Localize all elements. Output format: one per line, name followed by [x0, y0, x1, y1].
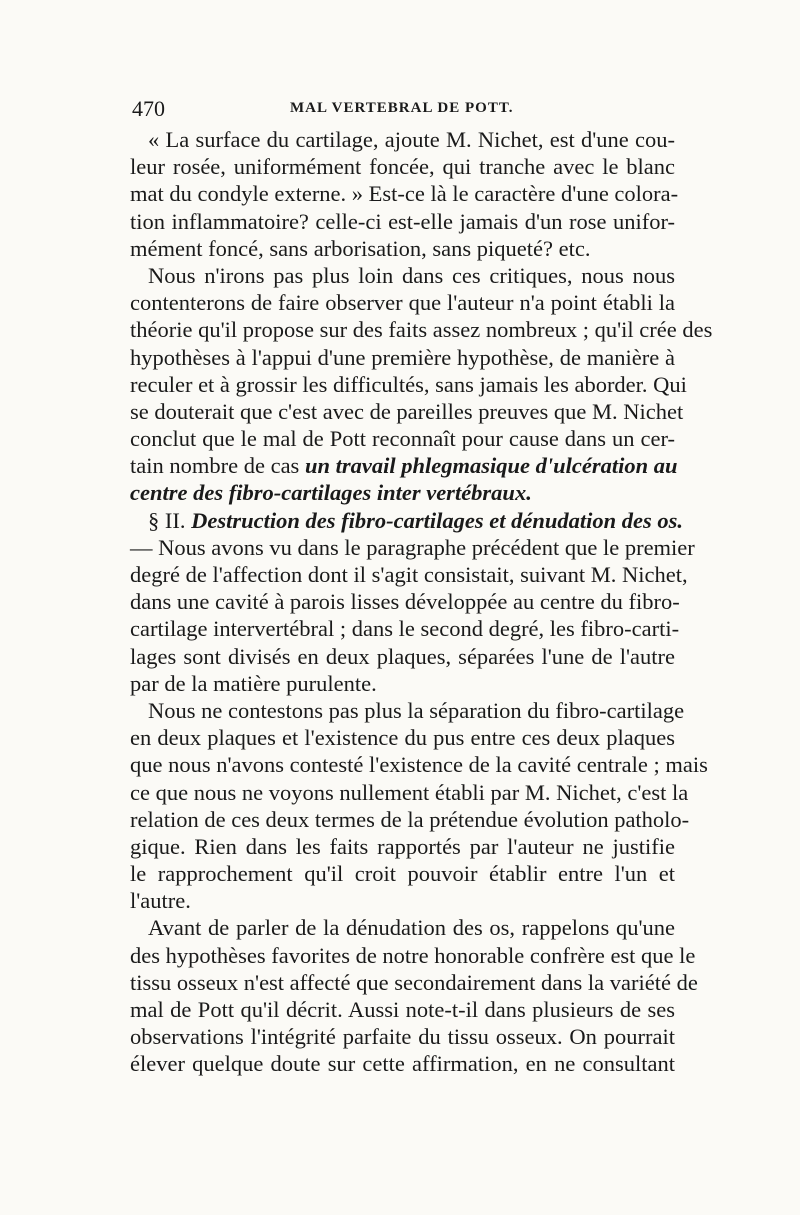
text-run: élever quelque doute sur cette affirmation, en ne consultant — [130, 1051, 675, 1077]
text-run: le rapprochement qu'il croit pouvoir établir entre l'un et — [130, 861, 675, 887]
text-line — [130, 887, 675, 914]
text-line — [130, 344, 675, 371]
text-run: théorie qu'il propose sur des faits assez nombreux ; qu'il crée des — [130, 317, 713, 343]
text-line — [130, 371, 687, 398]
text-line — [130, 996, 675, 1023]
text-run: gique. Rien dans les faits rapportés par l'auteur ne justifie — [130, 833, 675, 859]
text-run: mal de Pott qu'il décrit. Aussi note-t-il dans plusieurs de ses — [130, 997, 675, 1022]
text-line — [130, 208, 675, 235]
text-line — [130, 751, 708, 778]
text-run: dans une cavité à parois lisses développée au centre du fibro- — [130, 589, 680, 615]
text-line — [130, 235, 675, 262]
text-line — [130, 1050, 675, 1077]
text-line — [130, 425, 675, 452]
book-page — [130, 96, 713, 1206]
text-run: tain nombre de cas — [130, 453, 305, 479]
text-line — [130, 1023, 675, 1050]
text-line — [130, 806, 690, 833]
text-run: relation de ces deux termes de la prétendue évolution patholo- — [130, 806, 690, 832]
text-line — [130, 724, 675, 751]
text-run: en deux plaques et l'existence du pus entre ces deux plaques — [130, 725, 675, 751]
text-line — [130, 398, 684, 425]
text-run: tion inflammatoire? celle-ci est-elle jamais d'un rose unifor- — [130, 208, 675, 234]
text-run: des hypothèses favorites de notre honorable confrère est que le — [130, 942, 696, 968]
text-run: degré de l'affection dont il s'agit consistait, suivant M. Nichet, — [130, 562, 688, 587]
text-line — [130, 452, 678, 479]
text-run: l'autre. — [130, 888, 191, 914]
text-run: « La surface du cartilage, ajoute M. Nichet, est d'une cou- — [148, 127, 675, 152]
text-line — [130, 126, 675, 153]
text-run: mat du condyle externe. » Est-ce là le caractère d'une colora- — [130, 181, 679, 207]
text-run: leur rosée, uniformément foncée, qui tranche avec le blanc — [130, 154, 675, 180]
text-run: par de la matière purulente. — [130, 670, 377, 696]
italic-text-run: Destruction des fibro-cartilages et dénudation des os. — [191, 507, 684, 533]
text-line — [130, 670, 675, 697]
text-line — [130, 833, 675, 860]
text-run: se douterait que c'est avec de pareilles preuves que M. Nichet — [130, 398, 684, 424]
text-run: conclut que le mal de Pott reconnaît pour cause dans un cer- — [130, 426, 675, 452]
text-line — [130, 479, 675, 506]
text-line — [130, 779, 689, 806]
text-line — [130, 153, 675, 180]
text-line — [130, 180, 679, 207]
text-line — [130, 289, 675, 316]
text-line — [130, 507, 684, 534]
text-line — [130, 262, 675, 289]
text-run: contenterons de faire observer que l'auteur n'a point établi la — [130, 290, 675, 316]
text-run: § II. — [148, 507, 192, 533]
text-run: hypothèses à l'appui d'une première hypothèse, de manière à — [130, 344, 675, 370]
text-line — [130, 561, 688, 588]
text-line — [130, 643, 675, 670]
text-run: reculer et à grossir les difficultés, sans jamais les aborder. Qui — [130, 371, 687, 397]
text-line — [130, 942, 696, 969]
text-run: observations l'intégrité parfaite du tissu osseux. On pourrait — [130, 1024, 675, 1050]
body-text — [130, 126, 713, 1078]
text-run: tissu osseux n'est affecté que secondairement dans la variété de — [130, 969, 698, 995]
text-run: Nous n'irons pas plus loin dans ces critiques, nous nous — [148, 262, 675, 288]
text-line — [130, 615, 680, 642]
text-line — [130, 969, 698, 996]
text-run: ce que nous ne voyons nullement établi par M. Nichet, c'est la — [130, 779, 689, 805]
text-line — [130, 534, 695, 561]
text-line — [130, 914, 675, 941]
page-header — [130, 96, 675, 126]
text-line — [130, 860, 675, 887]
text-run: mément foncé, sans arborisation, sans piqueté? etc. — [130, 235, 591, 261]
text-run: que nous n'avons contesté l'existence de la cavité centrale ; mais — [130, 752, 708, 778]
text-line — [130, 588, 680, 615]
text-run: — Nous avons vu dans le paragraphe précédent que le premier — [130, 534, 695, 560]
text-line — [130, 316, 713, 343]
running-title: MAL VERTEBRAL DE POTT. — [290, 100, 514, 116]
text-run: cartilage intervertébral ; dans le second degré, les fibro-carti- — [130, 616, 680, 642]
italic-text-run: centre des fibro-cartilages inter vertébraux. — [130, 480, 532, 506]
text-run: lages sont divisés en deux plaques, séparées l'une de l'autre — [130, 643, 675, 669]
page-number: 470 — [132, 96, 165, 121]
text-run: Nous ne contestons pas plus la séparation du fibro-cartilage — [148, 697, 685, 723]
text-run: Avant de parler de la dénudation des os, rappelons qu'une — [148, 915, 675, 941]
italic-text-run: un travail phlegmasique d'ulcération au — [304, 453, 678, 479]
text-line — [130, 697, 685, 724]
